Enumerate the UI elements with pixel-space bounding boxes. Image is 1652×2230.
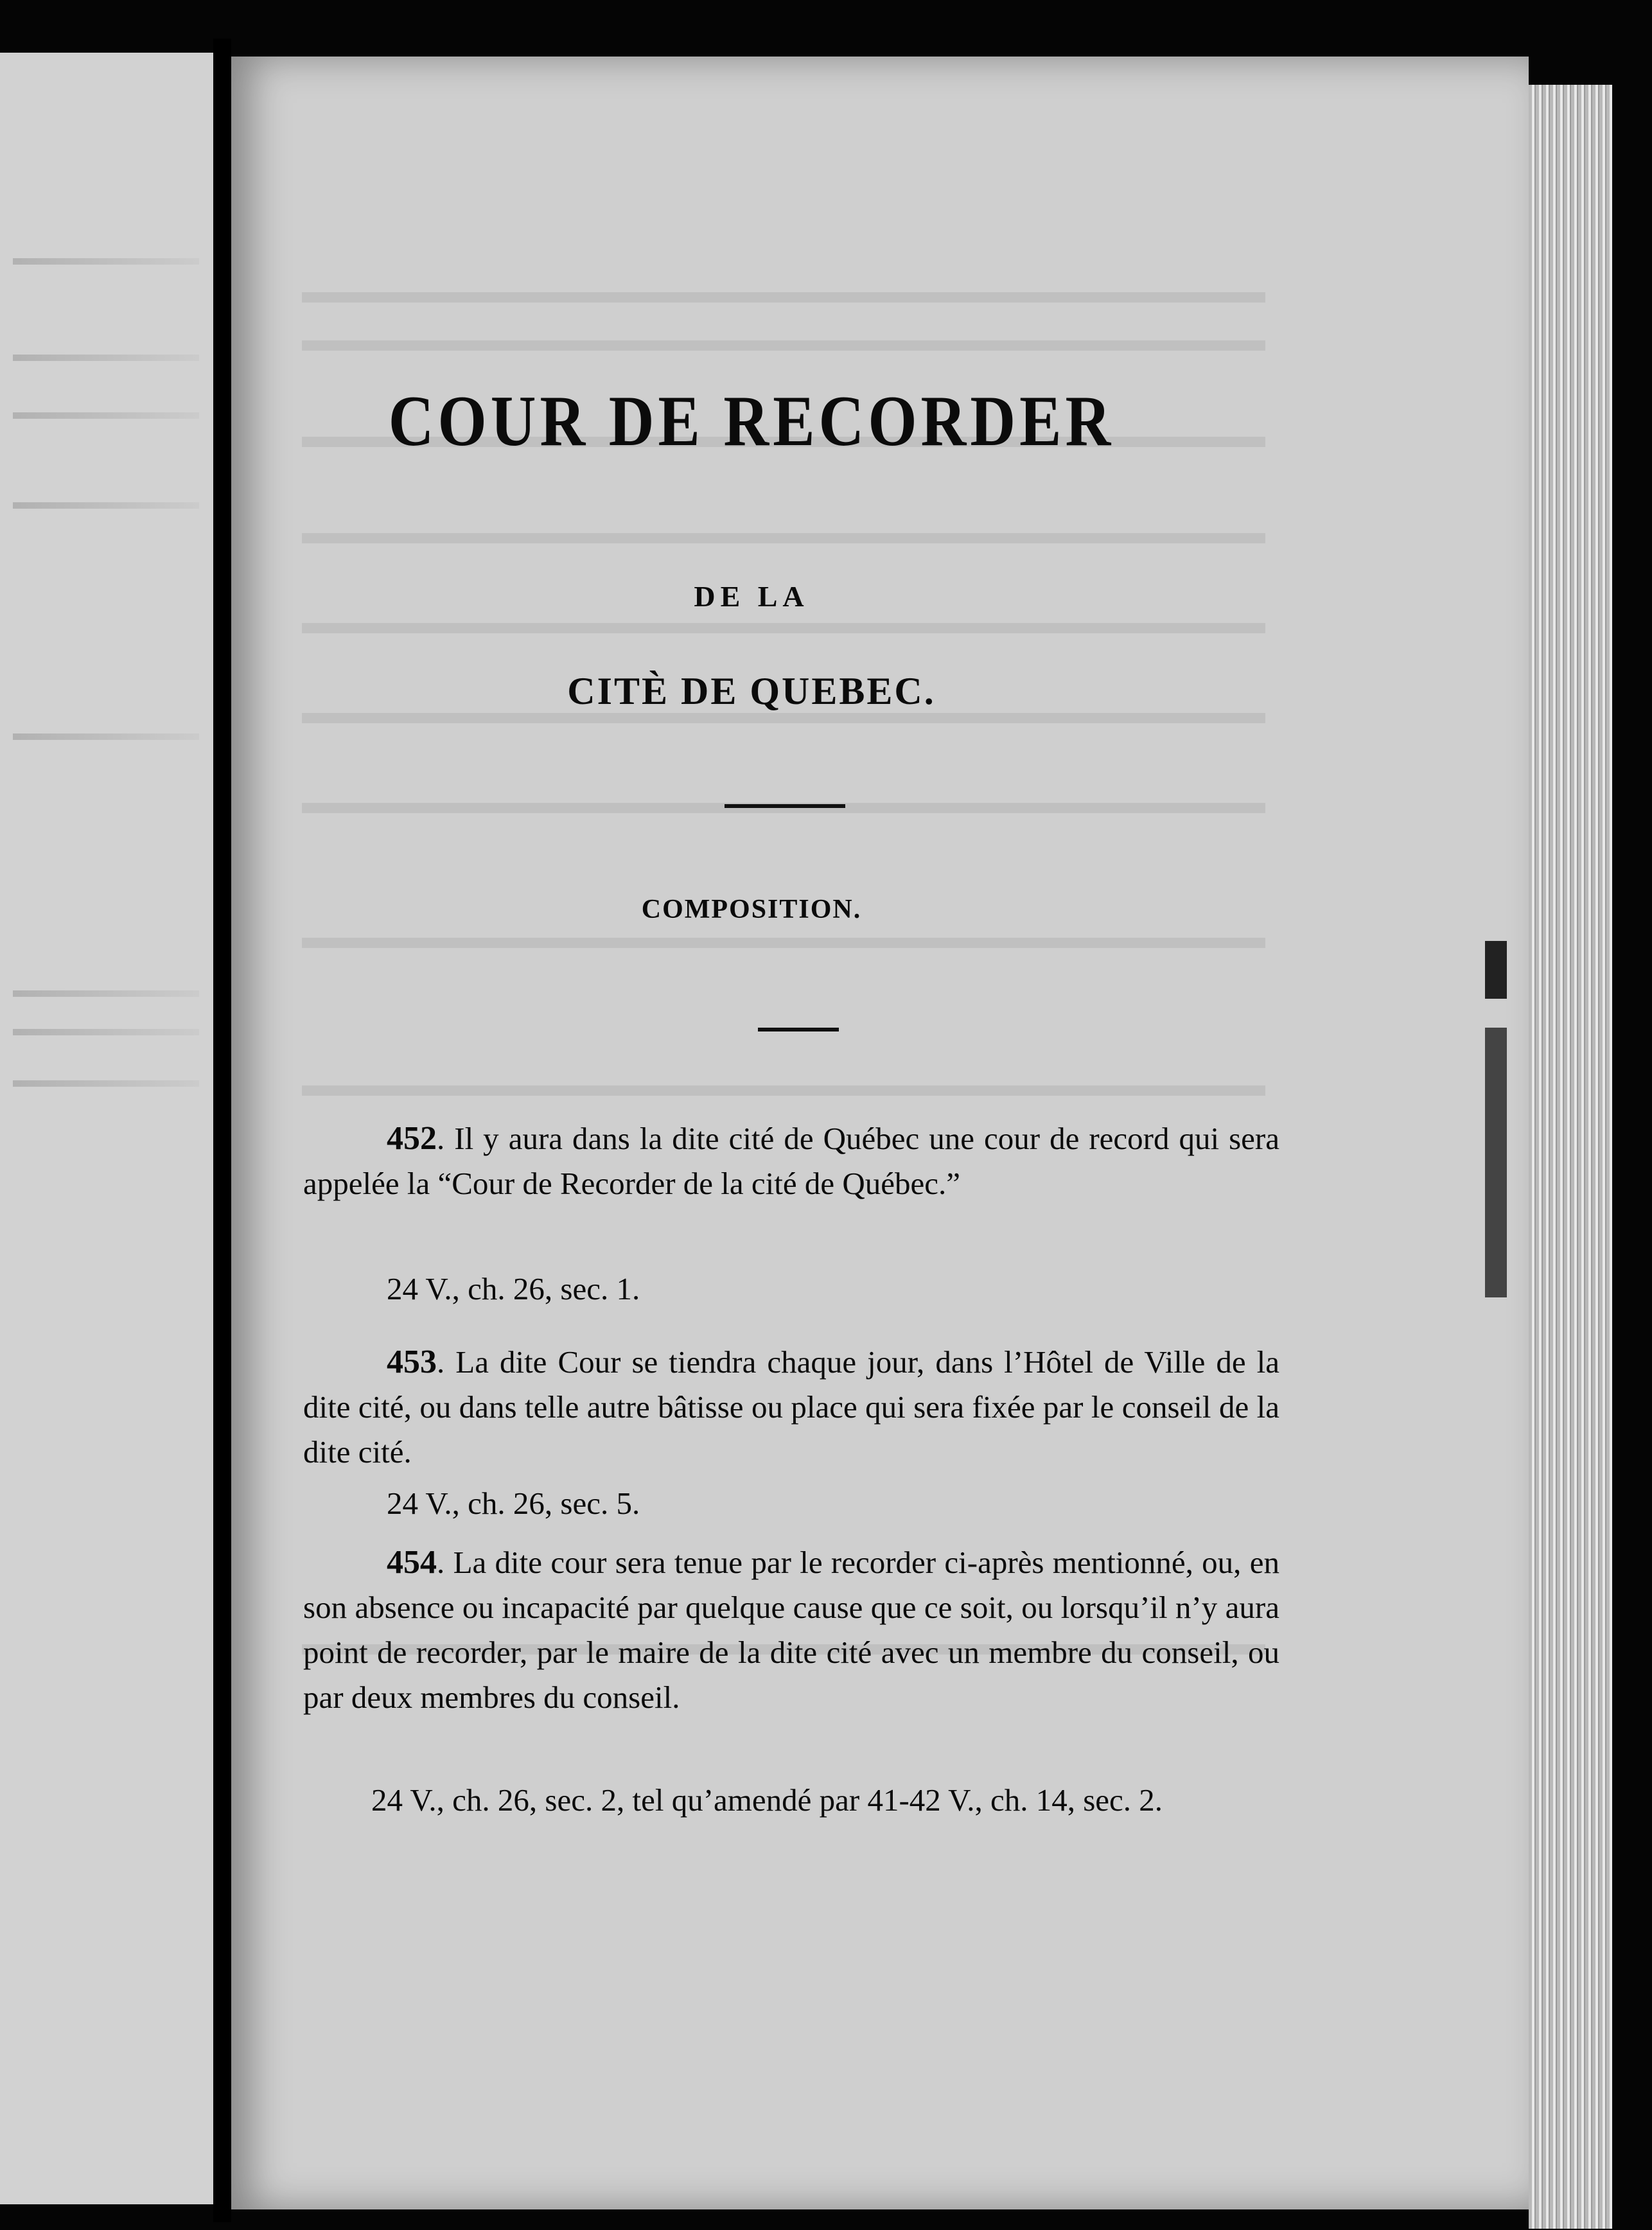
article-number: 453 <box>387 1344 437 1380</box>
article-citation: 24 V., ch. 26, sec. 5. <box>387 1486 640 1521</box>
article-number: 452 <box>387 1120 437 1157</box>
article-454 <box>303 1540 1279 1720</box>
article-text: . Il y aura dans la dite cité de Québec une cour de record qui sera appelée la “Cour de Recorder de la cité de Québec.” <box>303 1121 1279 1201</box>
article-453 <box>303 1340 1279 1475</box>
city-heading: CITÈ DE QUEBEC. <box>567 670 936 712</box>
article-text: . La dite cour sera tenue par le recorder ci-après mentionné, ou, en son absence ou incapacité par quelque cause que ce soit, ou lorsqu’il n’y aura point de recorder, par le maire de la dite cité avec un membre du conseil, ou par deux membres du conseil. <box>303 1545 1279 1715</box>
section-heading: COMPOSITION. <box>641 895 862 924</box>
page-title: COUR DE RECORDER <box>388 381 1115 462</box>
article-452 <box>303 1116 1279 1206</box>
divider-rule <box>758 1028 839 1032</box>
article-citation: 24 V., ch. 26, sec. 1. <box>387 1271 640 1306</box>
article-text: . La dite Cour se tiendra chaque jour, dans l’Hôtel de Ville de la dite cité, ou dans telle autre bâtisse ou place qui sera fixée par le conseil de la dite cité. <box>303 1344 1279 1470</box>
article-number: 454 <box>387 1544 437 1581</box>
page-subtitle: DE LA <box>694 580 809 613</box>
article-citation: 24 V., ch. 26, sec. 2, tel qu’amendé par 41-42 V., ch. 14, sec. 2. <box>371 1782 1163 1818</box>
divider-rule <box>725 804 845 808</box>
